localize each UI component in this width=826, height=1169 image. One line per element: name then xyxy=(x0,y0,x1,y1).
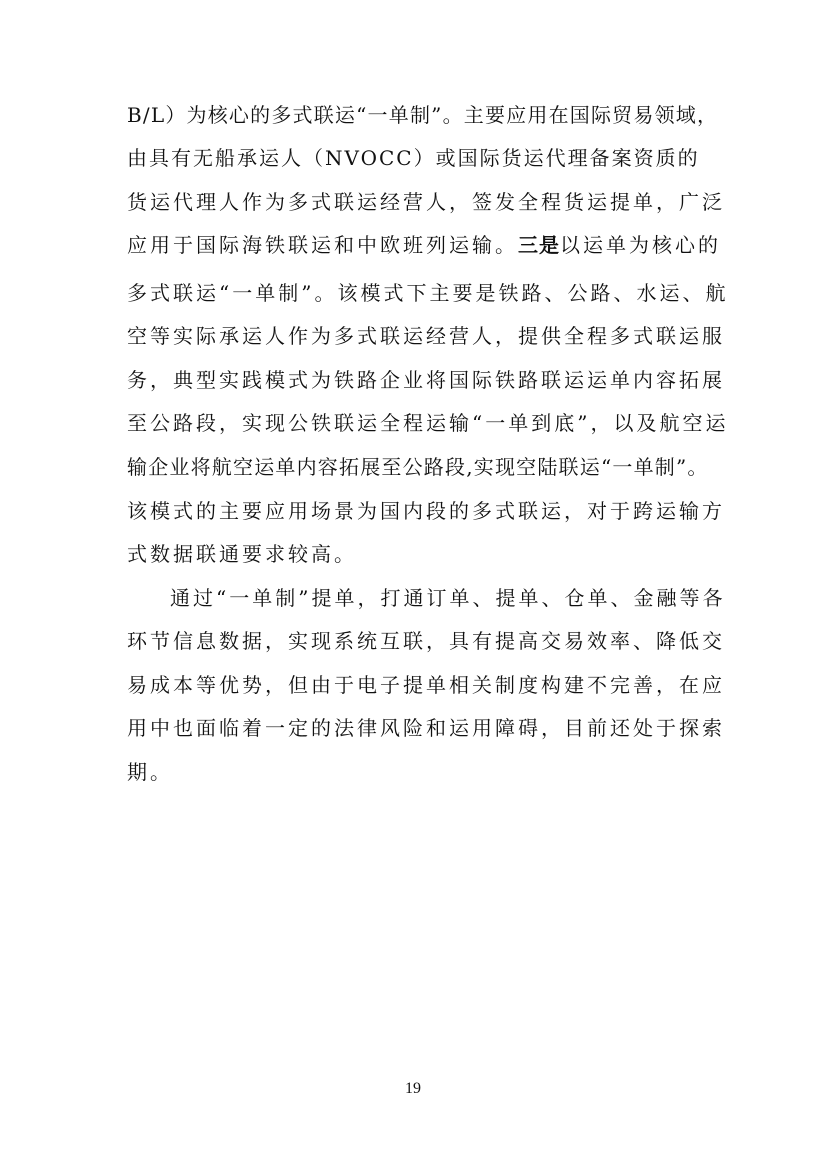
text-line-16: 期。 xyxy=(127,760,173,784)
text-line-15: 用中也面临着一定的法律风险和运用障碍，目前还处于探索 xyxy=(127,716,725,740)
text-line-7: 务，典型实践模式为铁路企业将国际铁路联运运单内容拓展 xyxy=(127,368,725,392)
text-line-6: 空等实际承运人作为多式联运经营人，提供全程多式联运服 xyxy=(127,324,725,348)
text-line-11: 式数据联通要求较高。 xyxy=(127,542,357,566)
page-number: 19 xyxy=(405,1080,421,1097)
text-line-9: 输企业将航空运单内容拓展至公路段,实现空陆联运“一单制”。 xyxy=(127,455,709,479)
text-line-3: 货运代理人作为多式联运经营人，签发全程货运提单，广泛 xyxy=(127,190,725,214)
text-line-10: 该模式的主要应用场景为国内段的多式联运，对于跨运输方 xyxy=(127,499,725,523)
text-line-5: 多式联运“一单制”。该模式下主要是铁路、公路、水运、航 xyxy=(127,281,729,305)
text-line-13: 环节信息数据，实现系统互联，具有提高交易效率、降低交 xyxy=(127,629,725,653)
text-line-4 xyxy=(127,228,721,262)
text-line-14: 易成本等优势，但由于电子提单相关制度构建不完善，在应 xyxy=(127,673,725,697)
text-line-8: 至公路段，实现公铁联运全程运输“一单到底”，以及航空运 xyxy=(127,411,729,435)
text-line-4-start: 应用于国际海铁联运和中欧班列运输。 xyxy=(127,233,518,257)
text-line-1: B/L）为核心的多式联运“一单制”。主要应用在国际贸易领域， xyxy=(127,103,719,127)
bold-lead-san-shi: 三是 xyxy=(518,233,560,257)
text-line-12: 通过“一单制”提单，打通订单、提单、仓单、金融等各 xyxy=(170,586,726,610)
text-line-4-end: 以运单为核心的 xyxy=(560,233,721,257)
text-line-2: 由具有无船承运人（NVOCC）或国际货运代理备案资质的 xyxy=(127,146,700,170)
